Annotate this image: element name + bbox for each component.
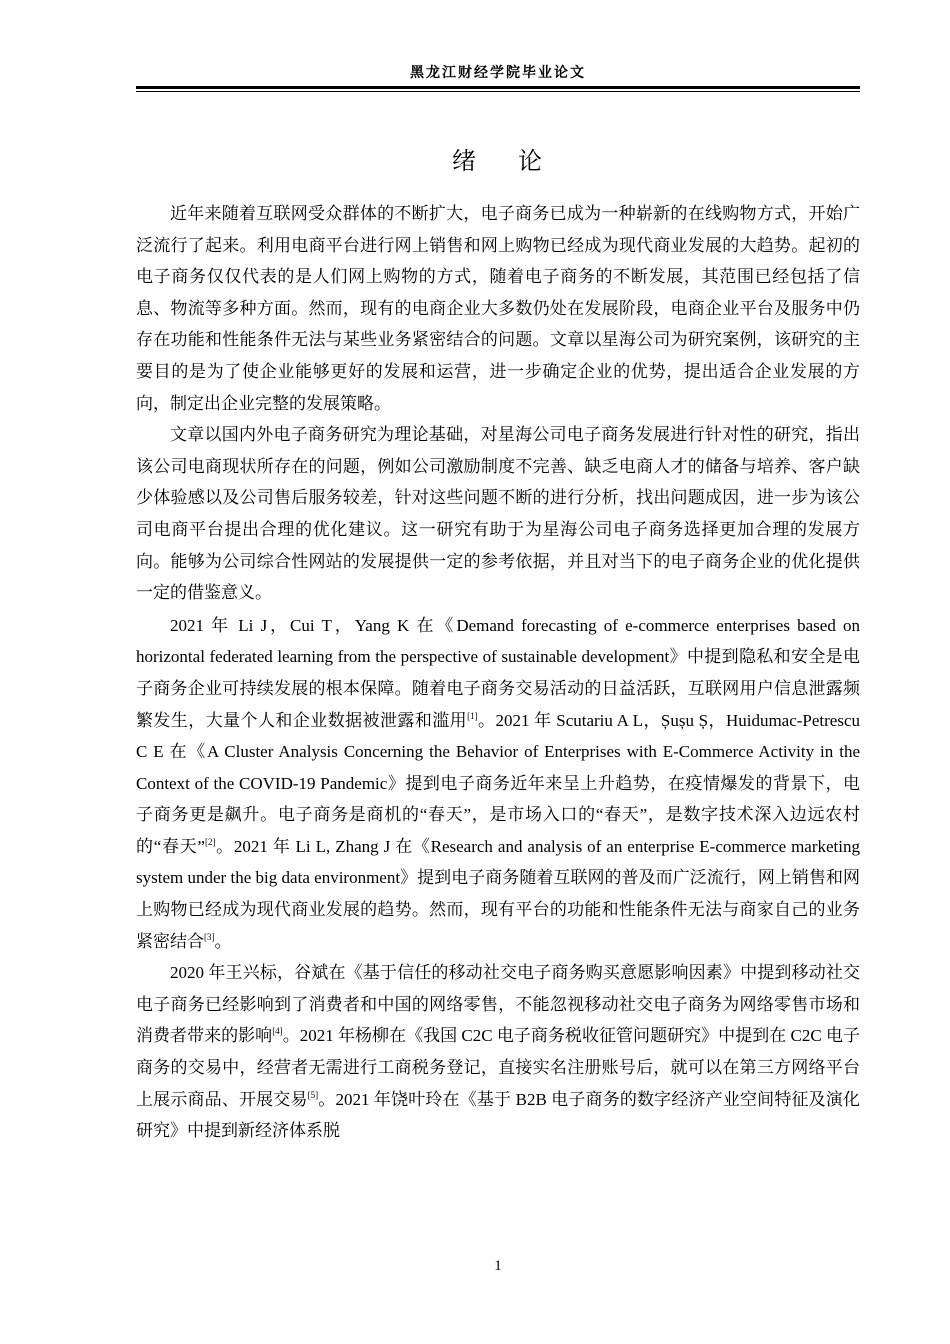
header-rule-thin (136, 91, 860, 92)
citation-3: [3] (204, 931, 215, 942)
paragraph-3 (136, 610, 860, 958)
header-rule-thick (136, 86, 860, 89)
paragraph-3-part-a: 2021 年 Li J，Cui T，Yang K 在《Demand forecasting of e-commerce enterprises based on horizontal federated learning from the perspective of sustainable development》中提到隐私和安全是电子商务企业可持续发展的根本保障。随着电子商务交易活动的日益活跃，互联网用户信息泄露频繁发生，大量个人和企业数据被泄露和滥用 (136, 615, 860, 730)
citation-2: [2] (204, 836, 216, 847)
paragraph-4-part-a: 2020 年王兴标，谷斌在《基于信任的移动社交电子商务购买意愿影响因素》中提到移动社交电子商务已经影响到了消费者和中国的网络零售，不能忽视移动社交电子商务为网络零售市场和消费者带来的影响 (136, 963, 860, 1046)
citation-1: [1] (467, 710, 478, 721)
chapter-title (136, 141, 860, 176)
paragraph-4-part-b: 。2021 年杨柳在《我国 C2C 电子商务税收征管问题研究》中提到在 C2C 电子商务的交易中，经营者无需进行工商税务登记，直接实名注册账号后，就可以在第三方网络平台上展示商品、开展交易 (136, 1026, 861, 1109)
paragraph-3-part-d: 。 (214, 931, 232, 951)
paragraph-1: 近年来随着互联网受众群体的不断扩大，电子商务已成为一种崭新的在线购物方式，开始广泛流行了起来。利用电商平台进行网上销售和网上购物已经成为现代商业发展的大趋势。起初的电子商务仅仅代表的是人们网上购物的方式，随着电子商务的不断发展，其范围已经包括了信息、物流等多种方面。然而，现有的电商企业大多数仍处在发展阶段，电商企业平台及服务中仍存在功能和性能条件无法与某些业务紧密结合的问题。文章以星海公司为研究案例，该研究的主要目的是为了使企业能够更好的发展和运营，进一步确定企业的优势，提出适合企业发展的方向，制定出企业完整的发展策略。 (136, 204, 860, 414)
paragraph-4-part-c: 。2021 年饶叶玲在《基于 B2B 电子商务的数字经济产业空间特征及演化研究》中提到新经济体系脱 (136, 1089, 860, 1141)
chapter-title-char-2: 论 (518, 147, 544, 175)
paragraph-4 (136, 957, 860, 1147)
page-number: 1 (494, 1258, 502, 1274)
body-text (136, 199, 860, 1147)
paragraph-2: 文章以国内外电子商务研究为理论基础，对星海公司电子商务发展进行针对性的研究，指出该公司电商现状所存在的问题，例如公司激励制度不完善、缺乏电商人才的储备与培养、客户缺少体验感以及公司售后服务较差，针对这些问题不断的进行分析，找出问题成因，进一步为该公司电商平台提出合理的优化建议。这一研究有助于为星海公司电子商务选择更加合理的发展方向。能够为公司综合性网站的发展提供一定的参考依据，并且对当下的电子商务企业的优化提供一定的借鉴意义。 (136, 425, 860, 604)
citation-4: [4] (272, 1026, 283, 1037)
citation-5: [5] (307, 1089, 319, 1100)
running-header: 黑龙江财经学院毕业论文 (410, 65, 586, 81)
paragraph-3-part-c: 。2021 年 Li L, Zhang J 在《Research and analysis of an enterprise E-commerce marketing system under the big data environment》提到电子商务随着互联网的普及而广泛流行，网上销售和网上购物已经成为现代商业发展的趋势。然而，现有平台的功能和性能条件无法与商家自己的业务紧密结合 (136, 836, 860, 951)
chapter-title-char-1: 绪 (452, 147, 478, 175)
paragraph-3-part-b: 。2021 年 Scutariu A L，Șușu Ș，Huidumac-Petrescu C E 在《A Cluster Analysis Concerning the Behavior of Enterprises with E-Commerce Activity in the Context of the COVID-19 Pandemic》提到电子商务近年来呈上升趋势，在疫情爆发的背景下，电子商务更是飙升。电子商务是商机的“春天”，是市场入口的“春天”，是数字技术深入边远农村的“春天” (136, 710, 861, 856)
